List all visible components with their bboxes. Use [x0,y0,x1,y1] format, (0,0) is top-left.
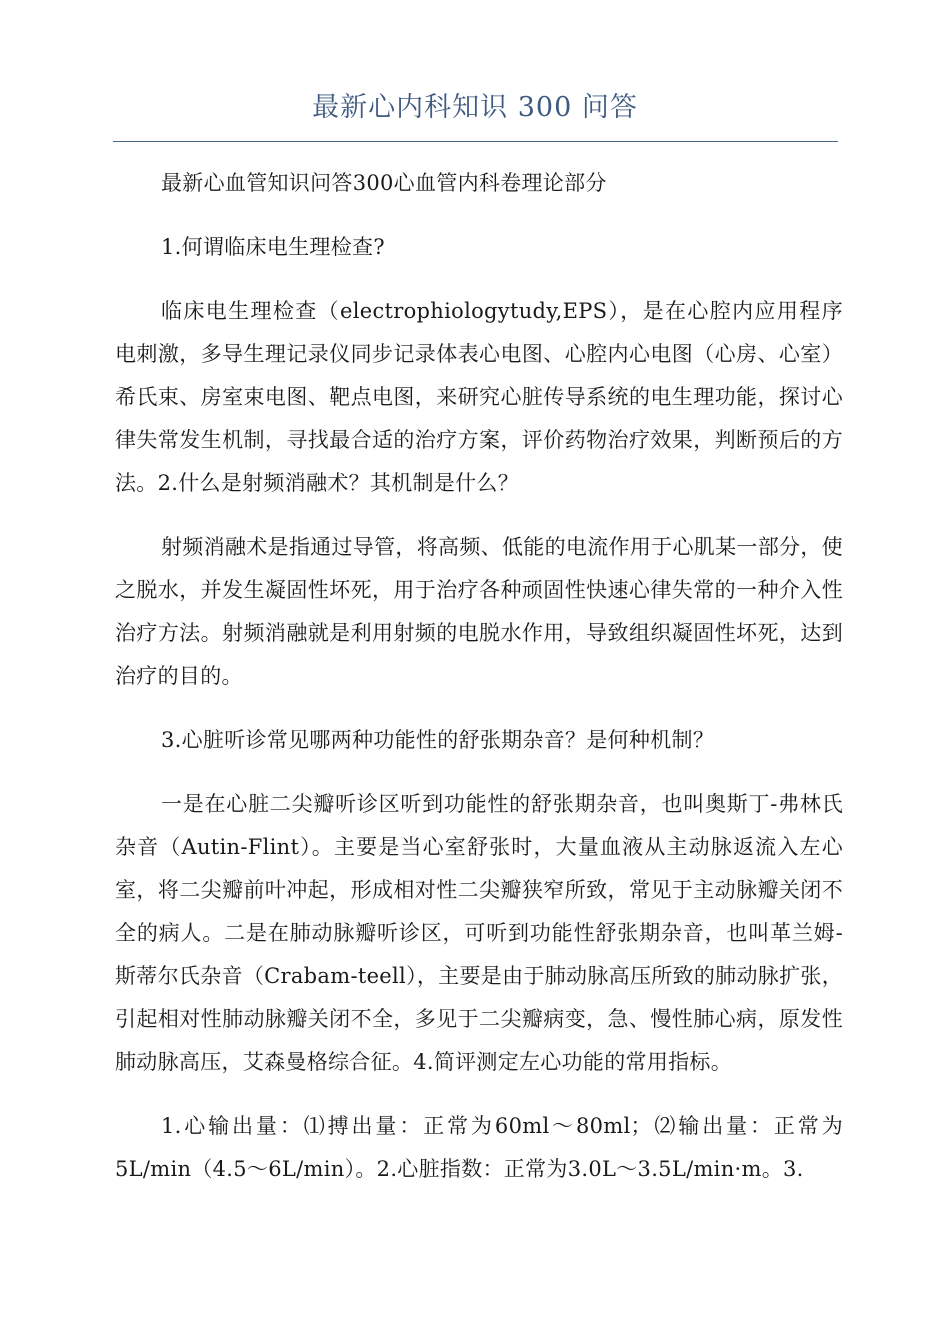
paragraph-answer-3: 一是在心脏二尖瓣听诊区听到功能性的舒张期杂音，也叫奥斯丁-弗林氏杂音（Autin-Flint）。主要是当心室舒张时，大量血液从主动脉返流入左心室，将二尖瓣前叶冲起，形成相对性二尖瓣狭窄所致，常见于主动脉瓣关闭不全的病人。二是在肺动脉瓣听诊区，可听到功能性舒张期杂音，也叫革兰姆-斯蒂尔氏杂音（Crabam-teell），主要是由于肺动脉高压所致的肺动脉扩张，引起相对性肺动脉瓣关闭不全，多见于二尖瓣病变，急、慢性肺心病，原发性肺动脉高压，艾森曼格综合征。4.简评测定左心功能的常用指标。 [115,792,843,1074]
title-divider [113,141,838,142]
paragraph-answer-2: 射频消融术是指通过导管，将高频、低能的电流作用于心肌某一部分，使之脱水，并发生凝固性坏死，用于治疗各种顽固性快速心律失常的一种介入性治疗方法。射频消融就是利用射频的电脱水作用，导致组织凝固性坏死，达到治疗的目的。 [115,535,843,688]
document-title: 最新心内科知识 300 问答 [312,92,638,123]
document-body [115,162,843,1212]
paragraph-subtitle: 最新心血管知识问答300心血管内科卷理论部分 [161,171,607,195]
paragraph-question-3: 3.心脏听诊常见哪两种功能性的舒张期杂音？是何种机制？ [161,728,715,752]
paragraph-question-1: 1.何谓临床电生理检查? [161,235,385,259]
paragraph-answer-4: 1.心输出量：⑴搏出量：正常为60ml～80ml；⑵输出量：正常为5L/min（4.5～6L/min）。2.心脏指数：正常为3.0L～3.5L/min·m。3. [115,1114,843,1181]
paragraph-answer-1: 临床电生理检查（electrophiologytudy,EPS），是在心腔内应用程序电刺激，多导生理记录仪同步记录体表心电图、心腔内心电图（心房、心室）希氏束、房室束电图、靶点电图，来研究心脏传导系统的电生理功能，探讨心律失常发生机制，寻找最合适的治疗方案，评价药物治疗效果，判断预后的方法。2.什么是射频消融术？其机制是什么？ [115,299,843,495]
